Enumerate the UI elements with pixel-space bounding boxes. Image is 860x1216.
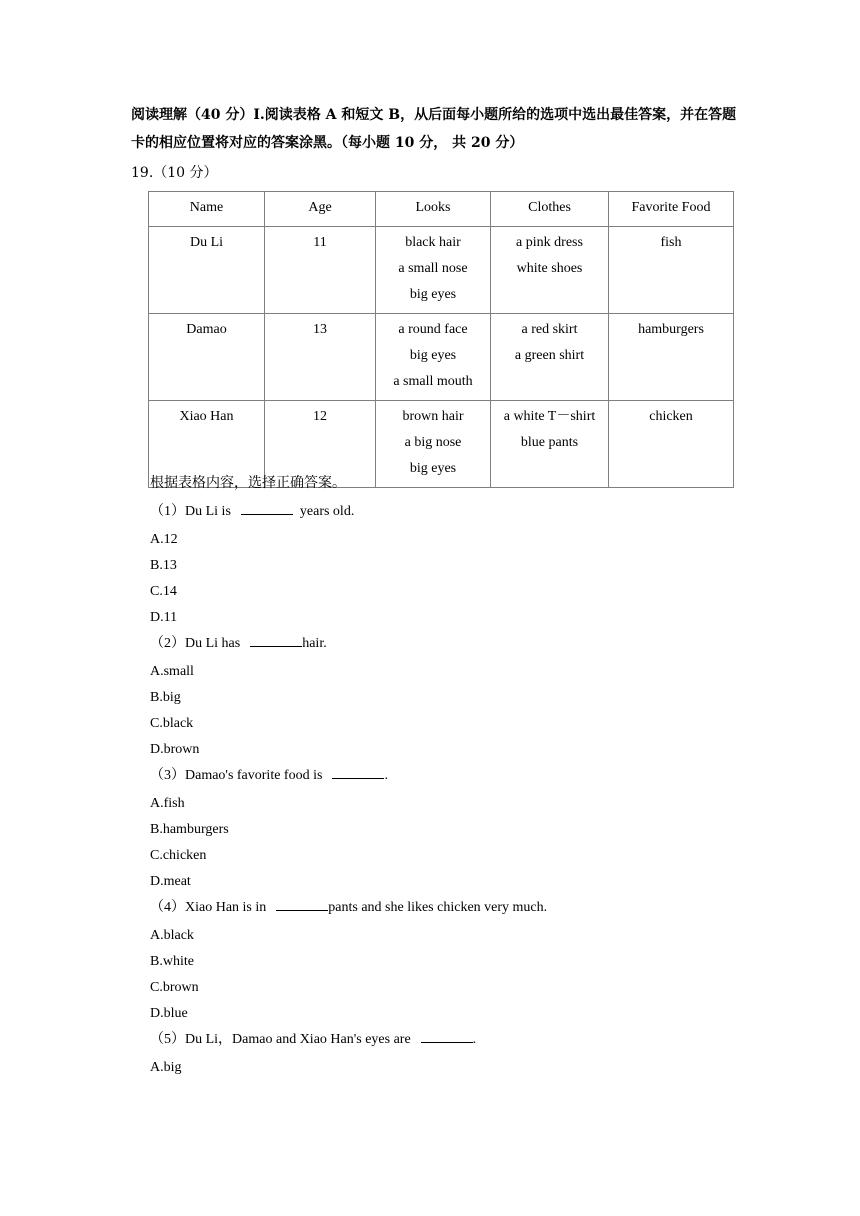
looks-item: a big nose (404, 435, 462, 450)
option-a[interactable]: A.small (150, 664, 194, 679)
looks-item: a round face (398, 322, 468, 337)
header-name: Name (149, 192, 265, 227)
cell-name: Damao (149, 314, 265, 401)
question-prefix: （5）Du Li，Damao and Xiao Han's eyes are (150, 1032, 411, 1047)
header-favorite-food: Favorite Food (609, 192, 734, 227)
clothes-item: blue pants (520, 435, 579, 450)
option-b[interactable]: B.white (150, 954, 194, 969)
option-d[interactable]: D.brown (150, 742, 200, 757)
question-prefix: （2）Du Li has (150, 636, 241, 651)
looks-item: big eyes (409, 461, 457, 476)
answer-blank (276, 896, 328, 911)
option-c[interactable]: C.chicken (150, 848, 207, 863)
option-d[interactable]: D.blue (150, 1006, 188, 1021)
answer-blank (421, 1028, 473, 1043)
table-row (149, 227, 734, 314)
cell-age: 13 (265, 314, 376, 401)
cell-food: hamburgers (609, 314, 734, 401)
looks-item: black hair (405, 235, 461, 250)
clothes-item: a pink dress (516, 235, 583, 250)
option-c[interactable]: C.black (150, 716, 194, 731)
answer-blank (332, 764, 384, 779)
cell-name: Xiao Han (149, 401, 265, 488)
clothes-item: a red skirt (521, 322, 578, 337)
clothes-item: white shoes (516, 261, 583, 276)
question-2 (150, 631, 750, 659)
looks-item: brown hair (402, 409, 464, 424)
header-looks: Looks (376, 192, 491, 227)
cell-food: fish (609, 227, 734, 314)
option-a[interactable]: A.fish (150, 796, 185, 811)
sub-instruction: 根据表格内容，选择正确答案。 (150, 476, 346, 491)
answer-blank (250, 632, 302, 647)
option-b[interactable]: B.13 (150, 558, 177, 573)
question-1 (150, 499, 750, 527)
cell-clothes (491, 227, 609, 314)
question-suffix: years old. (299, 504, 355, 519)
questions-section (150, 471, 750, 1081)
clothes-item: a green shirt (514, 348, 585, 363)
option-c[interactable]: C.brown (150, 980, 199, 995)
looks-item: big eyes (409, 287, 457, 302)
header-age: Age (265, 192, 376, 227)
cell-age: 11 (265, 227, 376, 314)
clothes-item: a white T－shirt (503, 409, 596, 424)
option-b[interactable]: B.hamburgers (150, 822, 229, 837)
section-instructions: 阅读理解（40 分）I.阅读表格 A 和短文 B，从后面每小题所给的选项中选出最佳答案，并在答题卡的相应位置将对应的答案涂黑。（每小题 10 分， 共 20 分） (131, 107, 737, 151)
answer-blank (241, 500, 293, 515)
question-suffix: . (472, 1032, 477, 1047)
question-prefix: （3）Damao's favorite food is (150, 768, 323, 783)
question-suffix: . (384, 768, 388, 783)
option-d[interactable]: D.11 (150, 610, 178, 625)
question-3 (150, 763, 750, 791)
question-prefix: （4）Xiao Han is in (150, 900, 267, 915)
option-b[interactable]: B.big (150, 690, 181, 705)
info-table (148, 191, 734, 488)
question-number: 19.（10 分） (131, 165, 218, 181)
question-4 (150, 895, 750, 923)
option-d[interactable]: D.meat (150, 874, 191, 889)
looks-item: a small mouth (393, 374, 473, 389)
question-5 (150, 1027, 750, 1055)
option-a[interactable]: A.black (150, 928, 194, 943)
header-clothes: Clothes (491, 192, 609, 227)
question-suffix: hair. (302, 636, 327, 651)
option-a[interactable]: A.12 (150, 532, 178, 547)
cell-looks (376, 314, 491, 401)
question-suffix: pants and she likes chicken very much. (328, 900, 548, 915)
cell-looks (376, 227, 491, 314)
looks-item: big eyes (409, 348, 457, 363)
looks-item: a small nose (398, 261, 468, 276)
option-c[interactable]: C.14 (150, 584, 177, 599)
table-row (149, 314, 734, 401)
cell-name: Du Li (149, 227, 265, 314)
cell-age: 12 (265, 401, 376, 488)
question-prefix: （1）Du Li is (150, 504, 231, 519)
table-header-row (149, 192, 734, 227)
cell-food: chicken (609, 401, 734, 488)
option-a[interactable]: A.big (150, 1060, 182, 1075)
cell-clothes (491, 314, 609, 401)
